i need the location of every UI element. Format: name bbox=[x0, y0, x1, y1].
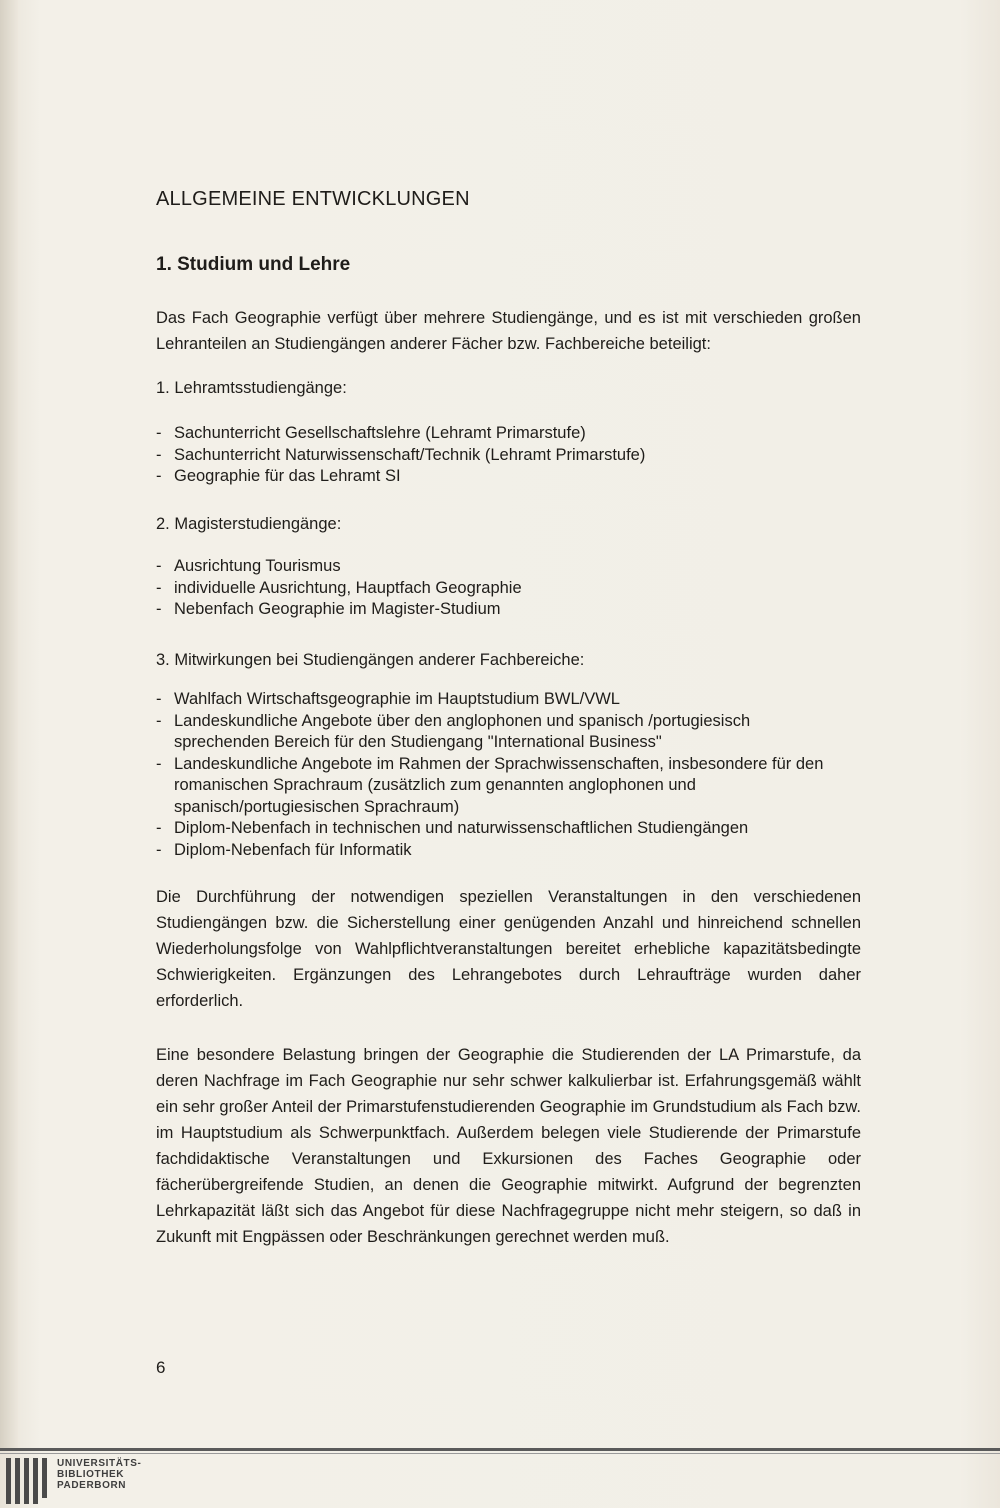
list-dash: - bbox=[156, 840, 162, 859]
list-item-text: Landeskundliche Angebote über den anglophonen und spanisch /portugiesisch sprechenden Bereich für den Studiengang "International Business" bbox=[174, 711, 751, 751]
list-dash: - bbox=[156, 600, 162, 618]
list-item bbox=[156, 466, 861, 488]
group-heading-lehramt: 1. Lehramtsstudiengänge: bbox=[156, 379, 347, 397]
subsection-title: 1. Studium und Lehre bbox=[156, 254, 351, 275]
list-item bbox=[156, 445, 861, 467]
logo-line-2: BIBLIOTHEK bbox=[57, 1469, 125, 1480]
list-item-text: Diplom-Nebenfach in technischen und naturwissenschaftlichen Studiengängen bbox=[174, 819, 749, 837]
list-dash: - bbox=[156, 557, 162, 575]
list-item-text: Nebenfach Geographie im Magister-Studium bbox=[174, 600, 501, 618]
list-item-text: individuelle Ausrichtung, Hauptfach Geographie bbox=[174, 578, 522, 597]
list-item-text: Landeskundliche Angebote im Rahmen der Sprachwissenschaften, insbesondere für den romanischen Sprachraum (zusätzlich zum genannten anglophonen und spanisch/portugiesischen Sprachraum) bbox=[174, 754, 824, 816]
page-binding-edge bbox=[0, 0, 18, 1450]
group-heading-mitwirkungen: 3. Mitwirkungen bei Studiengängen anderer Fachbereiche: bbox=[156, 651, 585, 669]
section-title: ALLGEMEINE ENTWICKLUNGEN bbox=[156, 188, 470, 210]
list-lehramt bbox=[156, 423, 861, 488]
intro-paragraph: Das Fach Geographie verfügt über mehrere Studiengänge, und es ist mit verschieden großen Lehranteilen an Studiengängen anderer Fächer bzw. Fachbereiche beteiligt: bbox=[156, 309, 861, 353]
list-dash: - bbox=[156, 711, 162, 730]
list-mitwirkungen bbox=[156, 689, 861, 861]
group-heading-magister: 2. Magisterstudiengänge: bbox=[156, 515, 342, 533]
list-item-text: Wahlfach Wirtschaftsgeographie im Hauptstudium BWL/VWL bbox=[174, 690, 620, 708]
list-item-text: Sachunterricht Gesellschaftslehre (Lehramt Primarstufe) bbox=[174, 424, 586, 442]
list-item bbox=[156, 689, 861, 711]
list-item-text: Geographie für das Lehramt SI bbox=[174, 467, 401, 485]
list-dash: - bbox=[156, 690, 162, 708]
list-item bbox=[156, 711, 861, 754]
list-item-text: Diplom-Nebenfach für Informatik bbox=[174, 840, 412, 859]
list-dash: - bbox=[156, 754, 162, 773]
list-dash: - bbox=[156, 424, 162, 442]
list-item bbox=[156, 818, 861, 840]
footer-rule-thin bbox=[0, 1453, 1000, 1454]
list-dash: - bbox=[156, 467, 162, 485]
list-item bbox=[156, 754, 861, 819]
list-item bbox=[156, 840, 861, 862]
page-number: 6 bbox=[156, 1358, 166, 1377]
paragraph-durchfuehrung: Die Durchführung der notwendigen speziellen Veranstaltungen in den verschiedenen Studiengängen bzw. die Sicherstellung einer genügenden Anzahl und hinreichend schnellen Wiederholungsfolge von Wahlpflichtveranstaltungen bereitet erhebliche kapazitätsbedingte Schwierigkeiten. Ergänzungen des Lehrangebotes durch Lehraufträge wurden daher erforderlich. bbox=[156, 888, 861, 1010]
library-logo-bars-icon bbox=[6, 1458, 47, 1504]
list-item bbox=[156, 423, 861, 445]
list-item bbox=[156, 556, 861, 578]
list-item-text: Sachunterricht Naturwissenschaft/Technik (Lehramt Primarstufe) bbox=[174, 445, 646, 464]
list-dash: - bbox=[156, 445, 162, 464]
library-logo-text bbox=[57, 1458, 141, 1491]
library-logo bbox=[6, 1458, 141, 1506]
list-dash: - bbox=[156, 819, 162, 837]
paragraph-belastung: Eine besondere Belastung bringen der Geographie die Studierenden der LA Primarstufe, da deren Nachfrage im Fach Geographie nur sehr schwer kalkulierbar ist. Erfahrungsgemäß wählt ein sehr großer Anteil der Primarstufenstudierenden Geographie im Grundstudium als Fach bzw. im Hauptstudium als Schwerpunktfach. Außerdem belegen viele Studierende der Primarstufe fachdidaktische Veranstaltungen und Exkursionen des Faches Geographie oder fächerübergreifende Studien, an denen die Geographie mitwirkt. Aufgrund der begrenzten Lehrkapazität läßt sich das Angebot für diese Nachfragegruppe nicht mehr steigern, so daß in Zukunft mit Engpässen oder Beschränkungen gerechnet werden muß. bbox=[156, 1046, 861, 1246]
list-item bbox=[156, 578, 861, 600]
list-dash: - bbox=[156, 578, 162, 597]
list-magister bbox=[156, 556, 861, 621]
list-item-text: Ausrichtung Tourismus bbox=[174, 557, 341, 575]
list-item bbox=[156, 599, 861, 621]
logo-line-3: PADERBORN bbox=[57, 1480, 127, 1491]
footer-rule bbox=[0, 1448, 1000, 1451]
logo-line-1: UNIVERSITÄTS- bbox=[57, 1458, 142, 1469]
